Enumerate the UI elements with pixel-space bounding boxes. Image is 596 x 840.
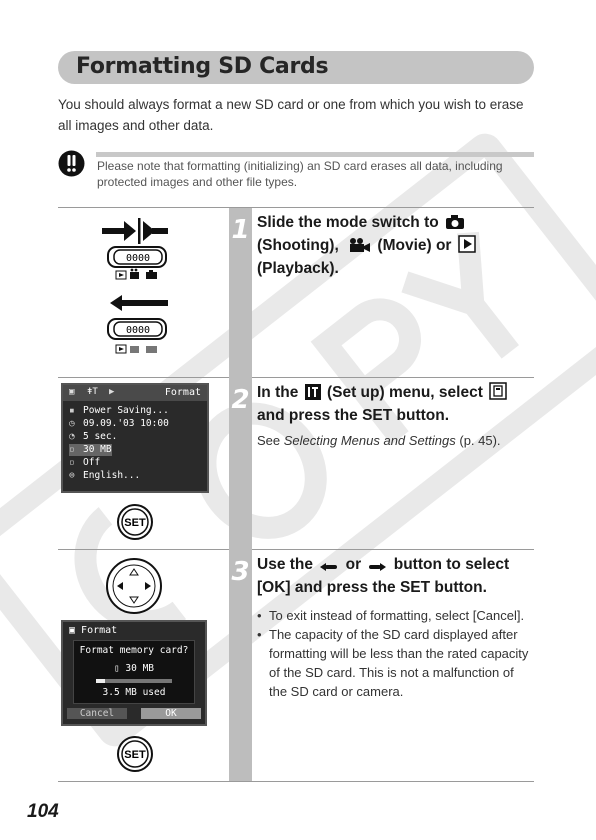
step-2-title: In the (Set up) menu, select and press the SET button. [257, 381, 532, 427]
shoot-tab-icon: ▣ [69, 387, 75, 397]
set-label: SET [124, 749, 146, 761]
menu-tabs [63, 385, 207, 401]
format-buttons [67, 708, 201, 722]
card-icon: ▯ [113, 663, 126, 674]
menu-row: ◔ 5 sec. [69, 431, 118, 442]
caution-icon [58, 150, 85, 177]
step-3-title: Use the or button to select [OK] and press the SET button. [257, 556, 510, 596]
ok-option: OK [141, 708, 201, 719]
set-button-illustration [117, 504, 153, 540]
switch-dial-label: 0000 [125, 325, 151, 336]
format-dialog-icon: ▣ [69, 625, 82, 636]
play-tab-icon: ▶ [109, 387, 115, 397]
menu-row-format: ▫ 30 MB [69, 444, 112, 455]
divider [58, 549, 534, 550]
title-bar [58, 51, 534, 84]
playback-icon [458, 235, 476, 253]
format-heading: ▣ Format [69, 625, 118, 636]
divider [58, 781, 534, 782]
lcd-setup-menu [61, 383, 209, 493]
setup-menu-icon [305, 384, 321, 400]
bullet-item: • The capacity of the SD card displayed after formatting will be less than the rated capacity of the SD card. This is not a malfunction of the SD card or camera. [257, 625, 535, 701]
switch-dial-label: 0000 [125, 253, 151, 264]
step-1-title: Slide the mode switch to (Shooting), (Movie) or (Playback). [257, 211, 532, 280]
setup-tab-icon: ǂT [87, 387, 98, 397]
step-2-body: See Selecting Menus and Settings (p. 45). [257, 433, 501, 448]
set-button-illustration [117, 736, 153, 772]
intro-text: You should always format a new SD card or one from which you wish to erase all images and other data. [58, 97, 524, 133]
used-amount: 3.5 MB used [102, 687, 166, 698]
four-way-controller-illustration [105, 557, 163, 615]
step-number: 1 [231, 215, 250, 245]
caution-text: Please note that formatting (initializing) an SD card erases all data, including protected images and other file types. [97, 159, 503, 189]
format-icon [489, 382, 507, 400]
usage-bar [96, 679, 172, 683]
step-3-bullets [257, 606, 535, 701]
usage-bar-fill [96, 679, 105, 683]
left-arrow-icon [319, 562, 339, 572]
bullet-item: • To exit instead of formatting, select [Cancel]. [257, 606, 535, 625]
page-number: 104 [27, 801, 59, 822]
menu-row: ⊜ English... [69, 470, 141, 481]
set-label: SET [124, 517, 146, 529]
card-capacity: ▯ 30 MB [113, 663, 155, 674]
menu-row: ▫ Off [69, 457, 101, 468]
divider [58, 377, 534, 378]
step-number-column [229, 208, 252, 781]
cancel-option: Cancel [67, 708, 127, 719]
lcd-format-dialog [61, 620, 207, 726]
format-question: Format memory card? [79, 645, 189, 656]
step-number: 3 [231, 557, 250, 587]
menu-row: ▪ Power Saving... [69, 405, 169, 416]
divider [58, 207, 534, 208]
cross-reference: Selecting Menus and Settings [283, 433, 456, 448]
format-prompt-box [73, 640, 195, 704]
step-3-body [257, 606, 535, 701]
page-title: Formatting SD Cards [76, 54, 329, 79]
right-arrow-icon [367, 562, 387, 572]
camera-icon [445, 214, 465, 230]
format-tab-label: Format [164, 387, 201, 398]
movie-icon [345, 237, 371, 253]
step-number: 2 [231, 385, 250, 415]
menu-row: ◷ 09.09.'03 10:00 [69, 418, 169, 429]
caution-rule [96, 152, 534, 157]
mode-switch-illustration [98, 215, 178, 365]
